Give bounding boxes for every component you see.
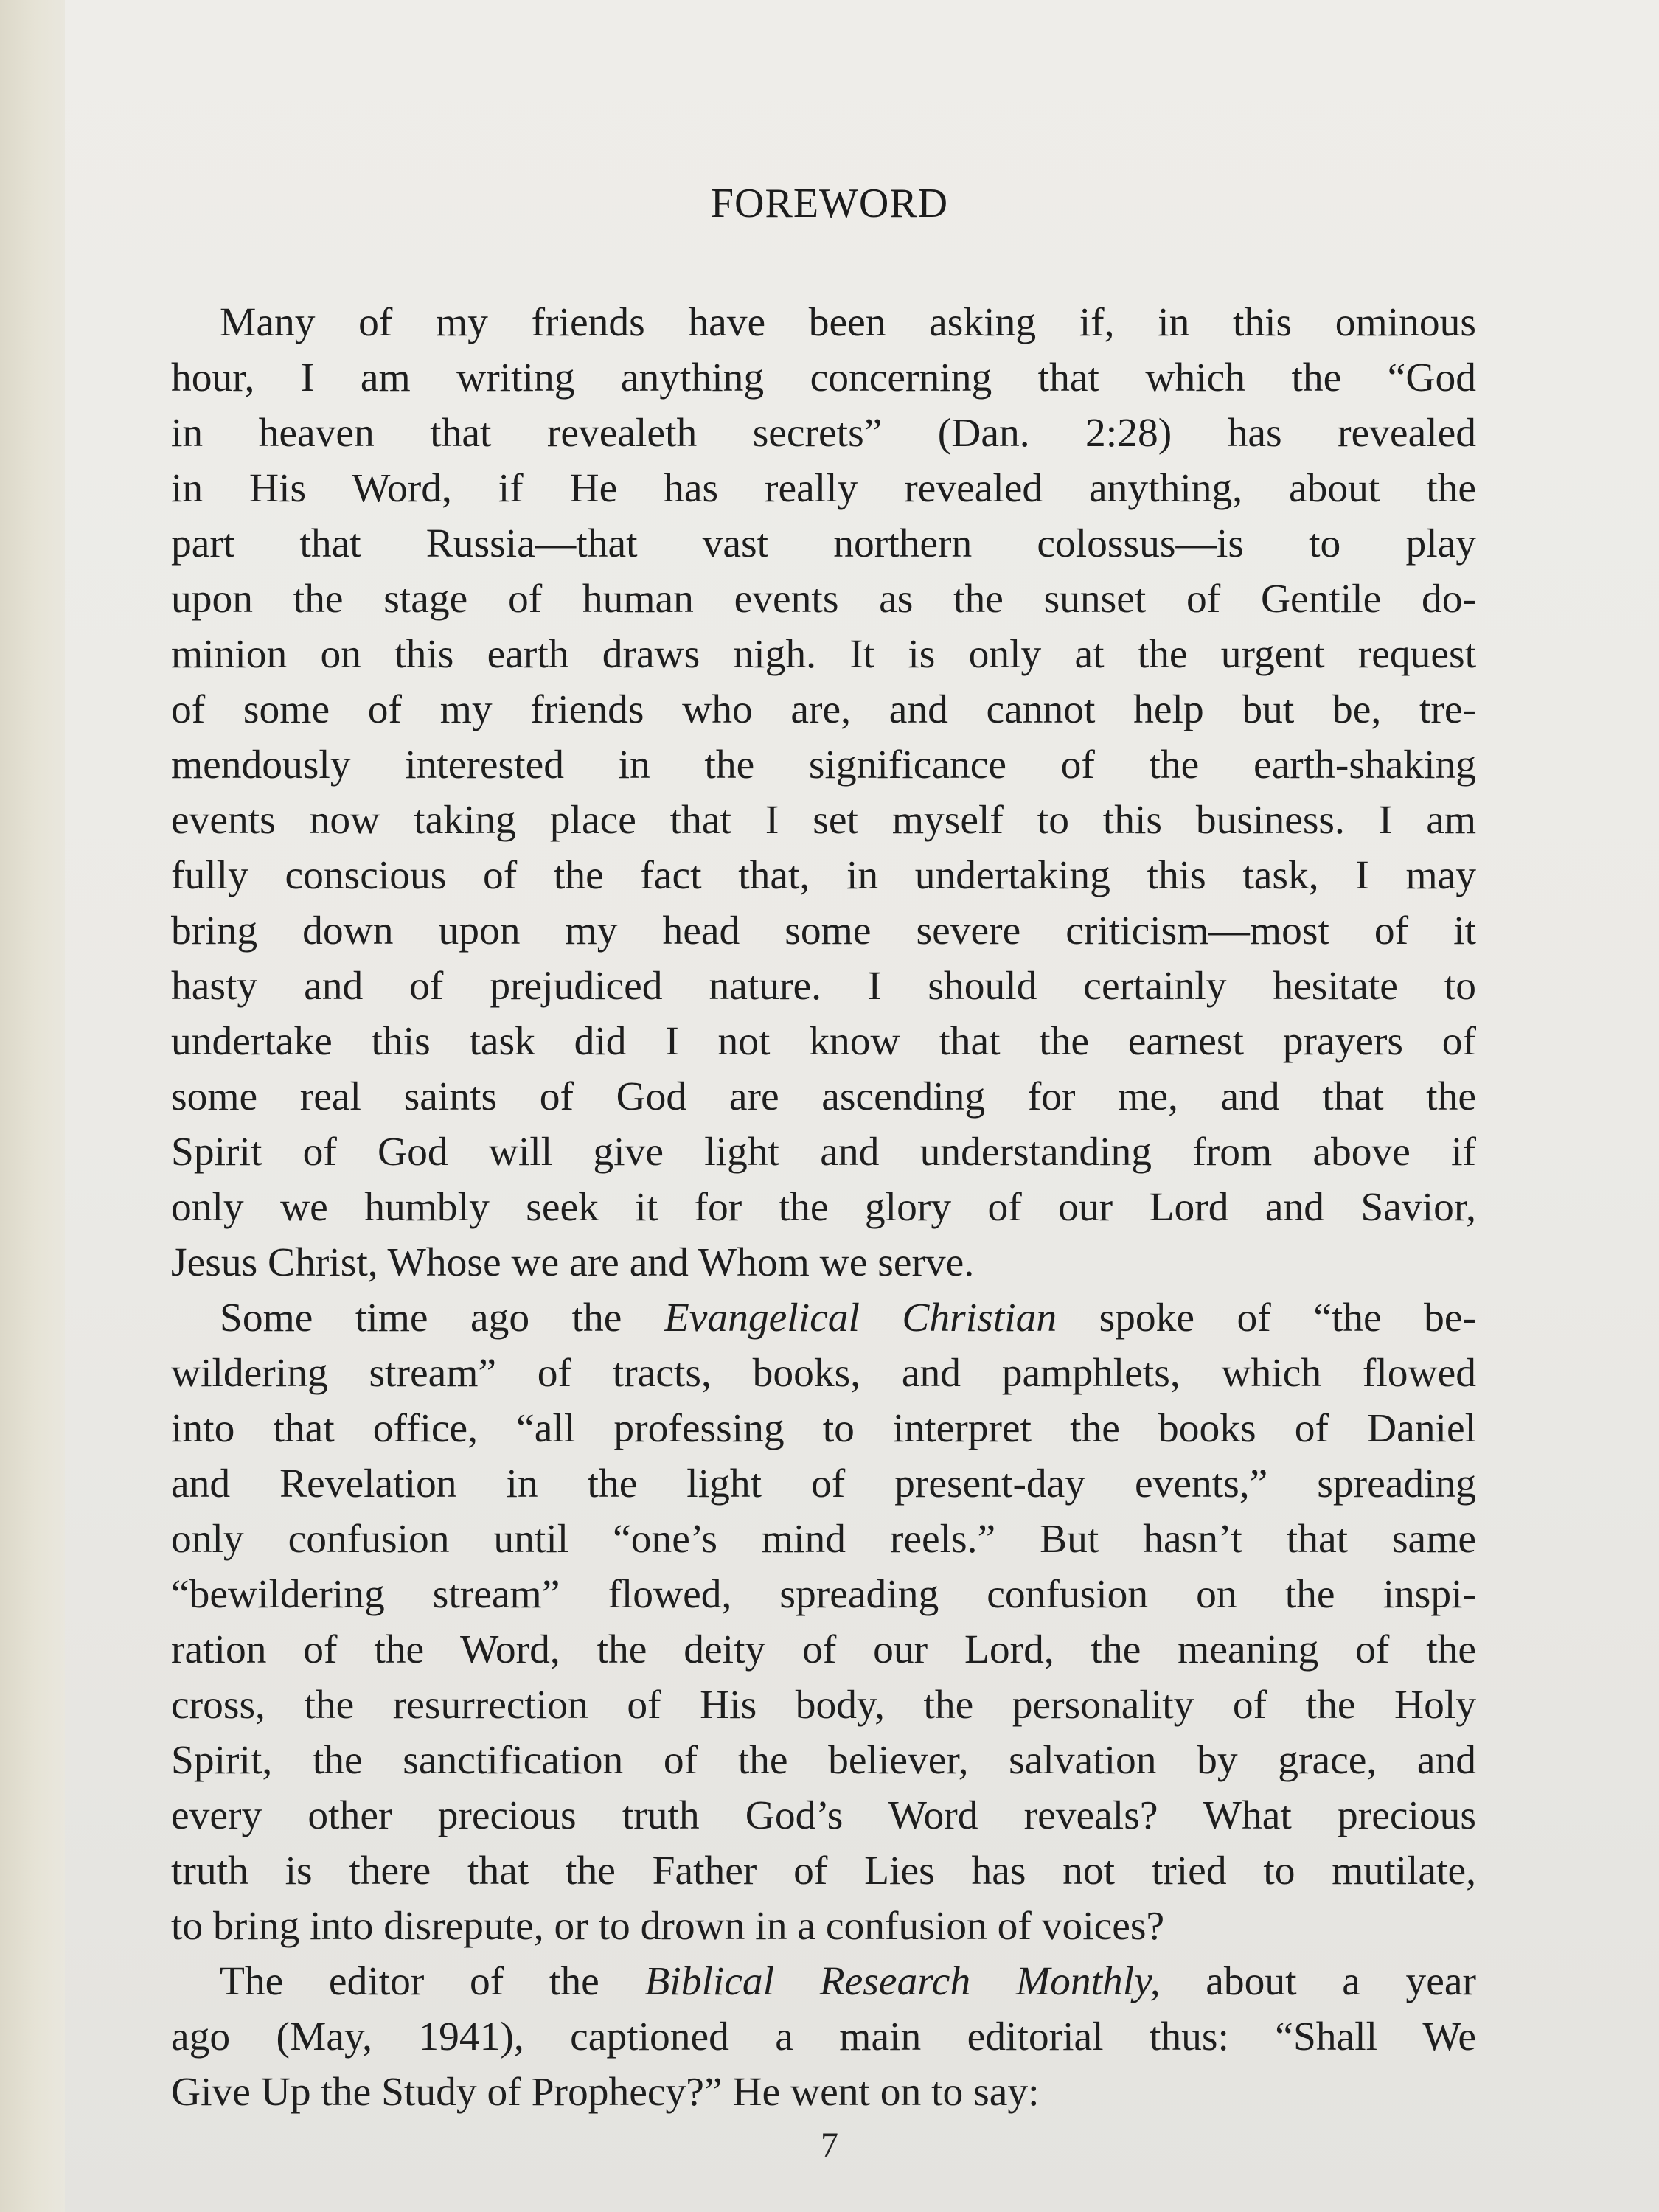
body-text	[171, 295, 1476, 2120]
text-line: mendously interested in the significance of the earth-shaking	[171, 742, 1476, 787]
text-line: to bring into disrepute, or to drown in a confusion of voices?	[171, 1904, 1165, 1949]
text-line: of some of my friends who are, and cannot help but be, tre-	[171, 687, 1476, 732]
text-line: cross, the resurrection of His body, the personality of the Holy	[171, 1683, 1476, 1728]
text-run: The editor of the	[220, 1959, 599, 2004]
book-gutter	[0, 0, 65, 2212]
italic-title: Biblical Research Monthly,	[644, 1959, 1161, 2004]
italic-title: Evangelical Christian	[664, 1295, 1057, 1340]
text-run: about a year	[1206, 1959, 1477, 2004]
text-line: “bewildering stream” flowed, spreading confusion on the inspi-	[171, 1572, 1476, 1617]
text-line: upon the stage of human events as the sunset of Gentile do-	[171, 577, 1476, 622]
text-line: hour, I am writing anything concerning that which the “God	[171, 355, 1476, 400]
text-line: into that office, “all professing to interpret the books of Daniel	[171, 1406, 1476, 1451]
text-line: some real saints of God are ascending for me, and that the	[171, 1074, 1476, 1119]
text-run: spoke of “the be-	[1099, 1295, 1476, 1340]
text-line: undertake this task did I not know that the earnest prayers of	[171, 1019, 1476, 1064]
text-line: only confusion until “one’s mind reels.” But hasn’t that same	[171, 1517, 1476, 1562]
text-line: Many of my friends have been asking if, in this ominous	[220, 300, 1476, 345]
text-line: part that Russia—that vast northern colossus—is to play	[171, 521, 1476, 566]
text-line: in heaven that revealeth secrets” (Dan. 2:28) has revealed	[171, 411, 1476, 456]
text-line	[171, 1290, 1476, 1346]
text-line: events now taking place that I set myself to this business. I am	[171, 798, 1476, 843]
text-line: bring down upon my head some severe criticism—most of it	[171, 908, 1476, 953]
text-line: hasty and of prejudiced nature. I should certainly hesitate to	[171, 964, 1476, 1009]
page-number: 7	[821, 2126, 838, 2165]
text-line: ration of the Word, the deity of our Lord, the meaning of the	[171, 1627, 1476, 1672]
text-line: and Revelation in the light of present-day events,” spreading	[171, 1461, 1476, 1506]
text-line: ago (May, 1941), captioned a main editorial thus: “Shall We	[171, 2014, 1476, 2059]
text-line: minion on this earth draws nigh. It is only at the urgent request	[171, 632, 1476, 677]
page-title: FOREWORD	[710, 181, 949, 226]
text-line: in His Word, if He has really revealed anything, about the	[171, 466, 1476, 511]
text-line: truth is there that the Father of Lies has not tried to mutilate,	[171, 1848, 1476, 1893]
text-line: Spirit of God will give light and understanding from above if	[171, 1130, 1476, 1175]
text-line: every other precious truth God’s Word reveals? What precious	[171, 1793, 1476, 1838]
text-line: Jesus Christ, Whose we are and Whom we serve.	[171, 1240, 975, 1285]
text-line: fully conscious of the fact that, in undertaking this task, I may	[171, 853, 1476, 898]
text-line: wildering stream” of tracts, books, and pamphlets, which flowed	[171, 1351, 1476, 1396]
text-line	[171, 1954, 1476, 2009]
text-line: Spirit, the sanctification of the believer, salvation by grace, and	[171, 1738, 1476, 1783]
text-line: Give Up the Study of Prophecy?” He went on to say:	[171, 2070, 1040, 2115]
text-line: only we humbly seek it for the glory of our Lord and Savior,	[171, 1185, 1476, 1230]
text-run: Some time ago the	[220, 1295, 622, 1340]
